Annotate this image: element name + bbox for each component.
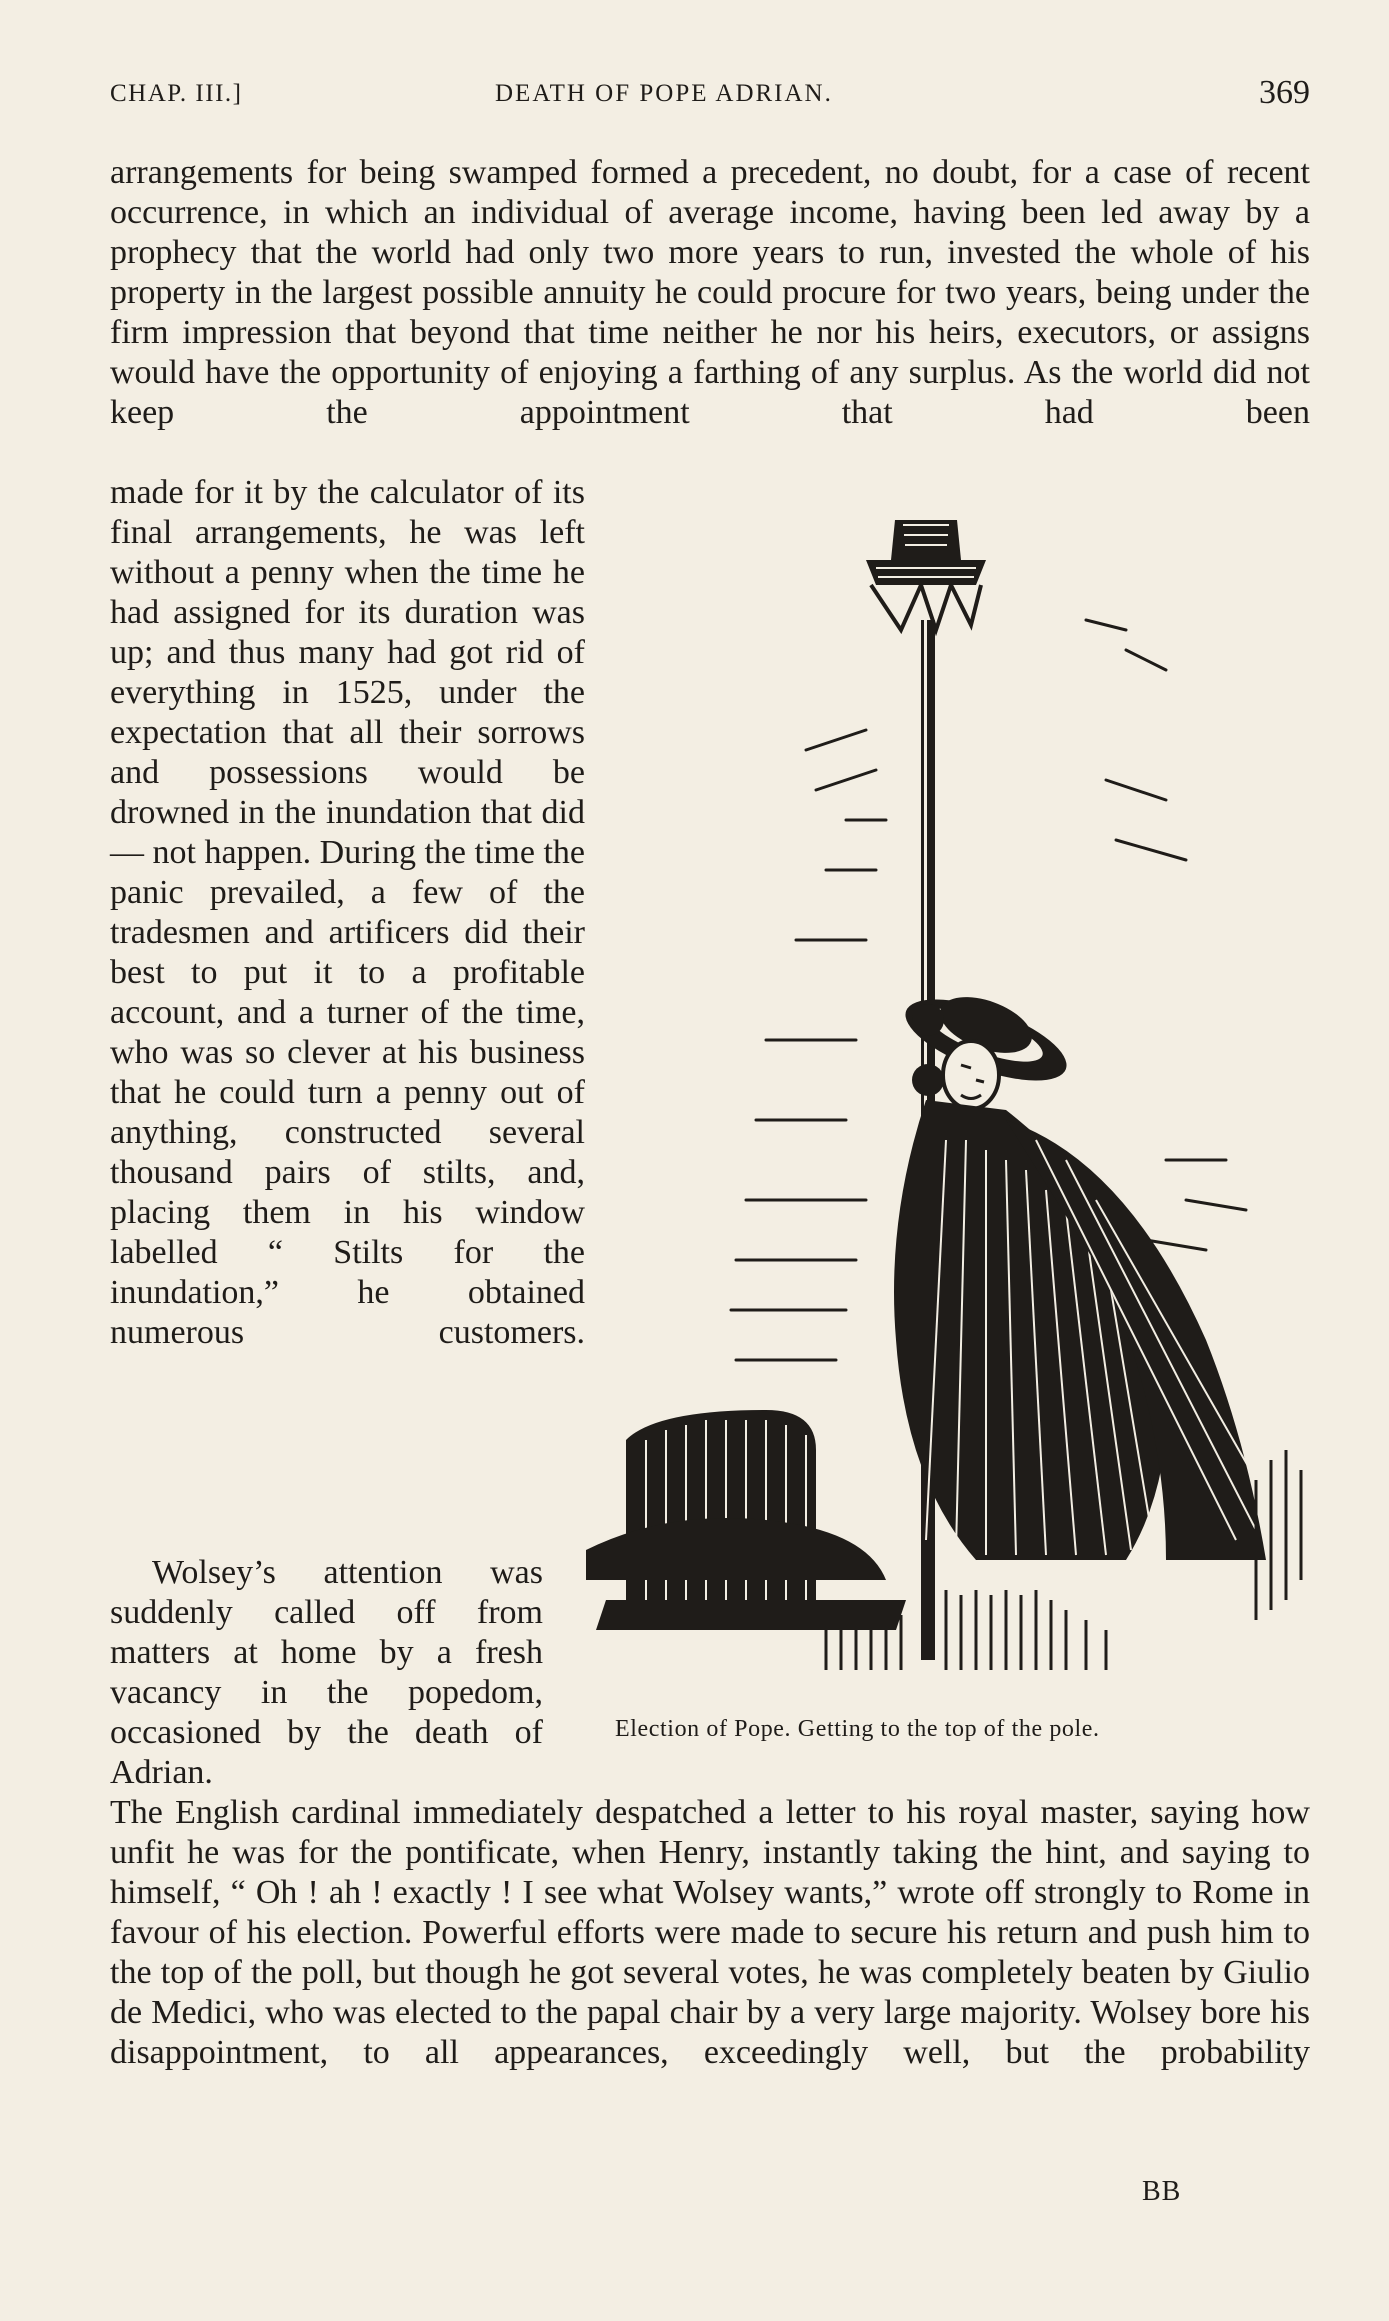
figure-caption: Election of Pope. Getting to the top of the pole. (615, 1716, 1100, 1742)
wind-line (816, 770, 876, 790)
running-title: DEATH OF POPE ADRIAN. (495, 80, 833, 107)
wind-line (1106, 780, 1166, 800)
running-header (110, 74, 1310, 114)
signature-mark: BB (1142, 2176, 1182, 2207)
chapter-label: CHAP. III.] (110, 80, 243, 107)
climbing-cardinal (894, 983, 1266, 1560)
wind-line (1086, 620, 1126, 630)
paragraph-narrow-wolsey: Wolsey’s attention was suddenly called off from matters at home by a fresh vacancy in the popedom, occasioned by the death of Adrian. (110, 1554, 543, 1791)
wind-line (806, 730, 866, 750)
page-number: 369 (1259, 74, 1310, 111)
crowd-of-rivals (586, 1410, 906, 1630)
paragraph-narrow-continuation: made for it by the calculator of its final arrangements, he was left without a penny when the time he had assigned for its duration was up; and thus many had got rid of everything in 1525, under the expectation that all their sorrows and possessions would be drowned in the inundation that did — not happen. During the time the panic prevailed, a few of the tradesmen and artificers did their best to put it to a profitable account, and a turner of the time, who was so clever at his business that he could turn a penny out of anything, constructed several thousand pairs of stilts, and, placing them in his window labelled “ Stilts for the inundation,” he obtained numerous customers. (110, 474, 585, 1351)
wind-line (1116, 840, 1186, 860)
wind-line (1126, 650, 1166, 670)
wind-line (1186, 1200, 1246, 1210)
papal-tiara (866, 520, 986, 630)
paragraph-full-top: arrangements for being swamped formed a precedent, no doubt, for a case of recent occurrence, in which an individual of average income, having been led away by a prophecy that the world had only two more years to run, invested the whole of his property in the largest possible annuity he could procure for two years, being under the firm impression that beyond that time neither he nor his heirs, executors, or assigns would have the opportunity of enjoying a farthing of any surplus. As the world did not keep the appointment that had been (110, 154, 1310, 431)
paragraph-full-bottom: The English cardinal immediately despatched a letter to his royal master, saying how unfit he was for the pontificate, when Henry, instantly taking the hint, and saying to himself, “ Oh ! ah ! exactly ! I see what Wolsey wants,” wrote off strongly to Rome in favour of his election. Powerful efforts were made to secure his return and push him to the top of the poll, but though he got several votes, he was completely beaten by Giulio de Medici, who was elected to the papal chair by a very large majority. Wolsey bore his disappointment, to all appearances, exceedingly well, but the probability (110, 1794, 1310, 2071)
woodcut-illustration (566, 520, 1326, 1690)
